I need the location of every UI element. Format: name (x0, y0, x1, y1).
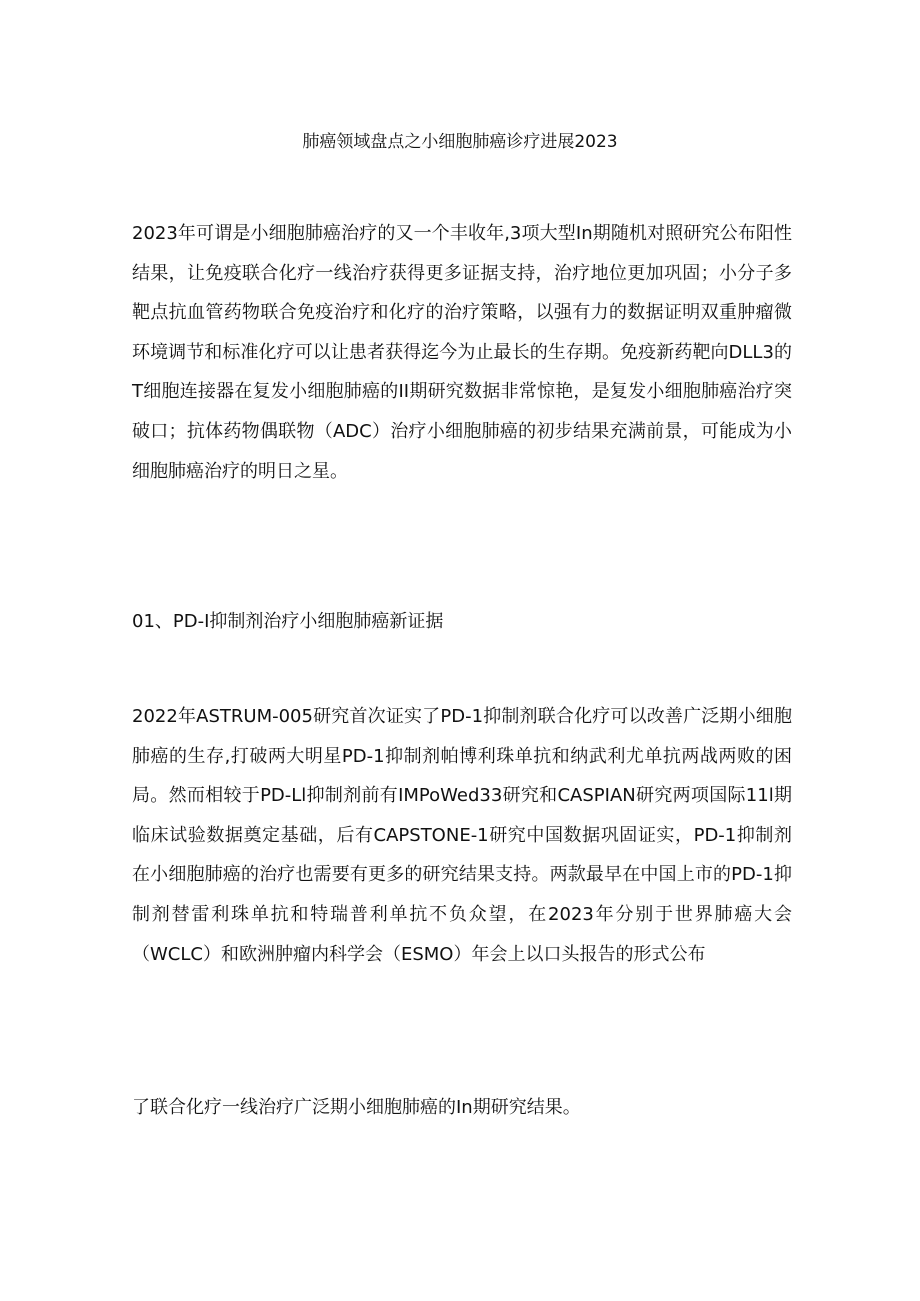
section-heading: 01、PD-I抑制剂治疗小细胞肺癌新证据 (132, 611, 444, 632)
section-paragraph: 2022年ASTRUM-005研究首次证实了PD-1抑制剂联合化疗可以改善广泛期小细胞肺癌的生存,打破两大明星PD-1抑制剂帕博利珠单抗和纳武利尤单抗两战两败的困局。然而相较于PD-Ll抑制剂前有IMPoWed33研究和CASPIAN研究两项国际11l期临床试验数据奠定基础，后有CAPSTONE-1研究中国数据巩固证实，PD-1抑制剂在小细胞肺癌的治疗也需要有更多的研究结果支持。两款最早在中国上市的PD-1抑制剂替雷利珠单抗和特瑞普利单抗不负众望，在2023年分别于世界肺癌大会（WCLC）和欧洲肿瘤内科学会（ESMO）年会上以口头报告的形式公布 (132, 706, 792, 965)
section-paragraph-continued: 了联合化疗一线治疗广泛期小细胞肺癌的In期研究结果。 (132, 1097, 581, 1118)
document-title: 肺癌领域盘点之小细胞肺癌诊疗进展2023 (302, 132, 618, 152)
intro-paragraph: 2023年可谓是小细胞肺癌治疗的又一个丰收年,3项大型In期随机对照研究公布阳性结果，让免疫联合化疗一线治疗获得更多证据支持，治疗地位更加巩固；小分子多靶点抗血管药物联合免疫治疗和化疗的治疗策略，以强有力的数据证明双重肿瘤微环境调节和标准化疗可以让患者获得迄今为止最长的生存期。免疫新药靶向DLL3的T细胞连接器在复发小细胞肺癌的II期研究数据非常惊艳，是复发小细胞肺癌治疗突破口；抗体药物偶联物（ADC）治疗小细胞肺癌的初步结果充满前景，可能成为小细胞肺癌治疗的明日之星。 (132, 223, 792, 482)
